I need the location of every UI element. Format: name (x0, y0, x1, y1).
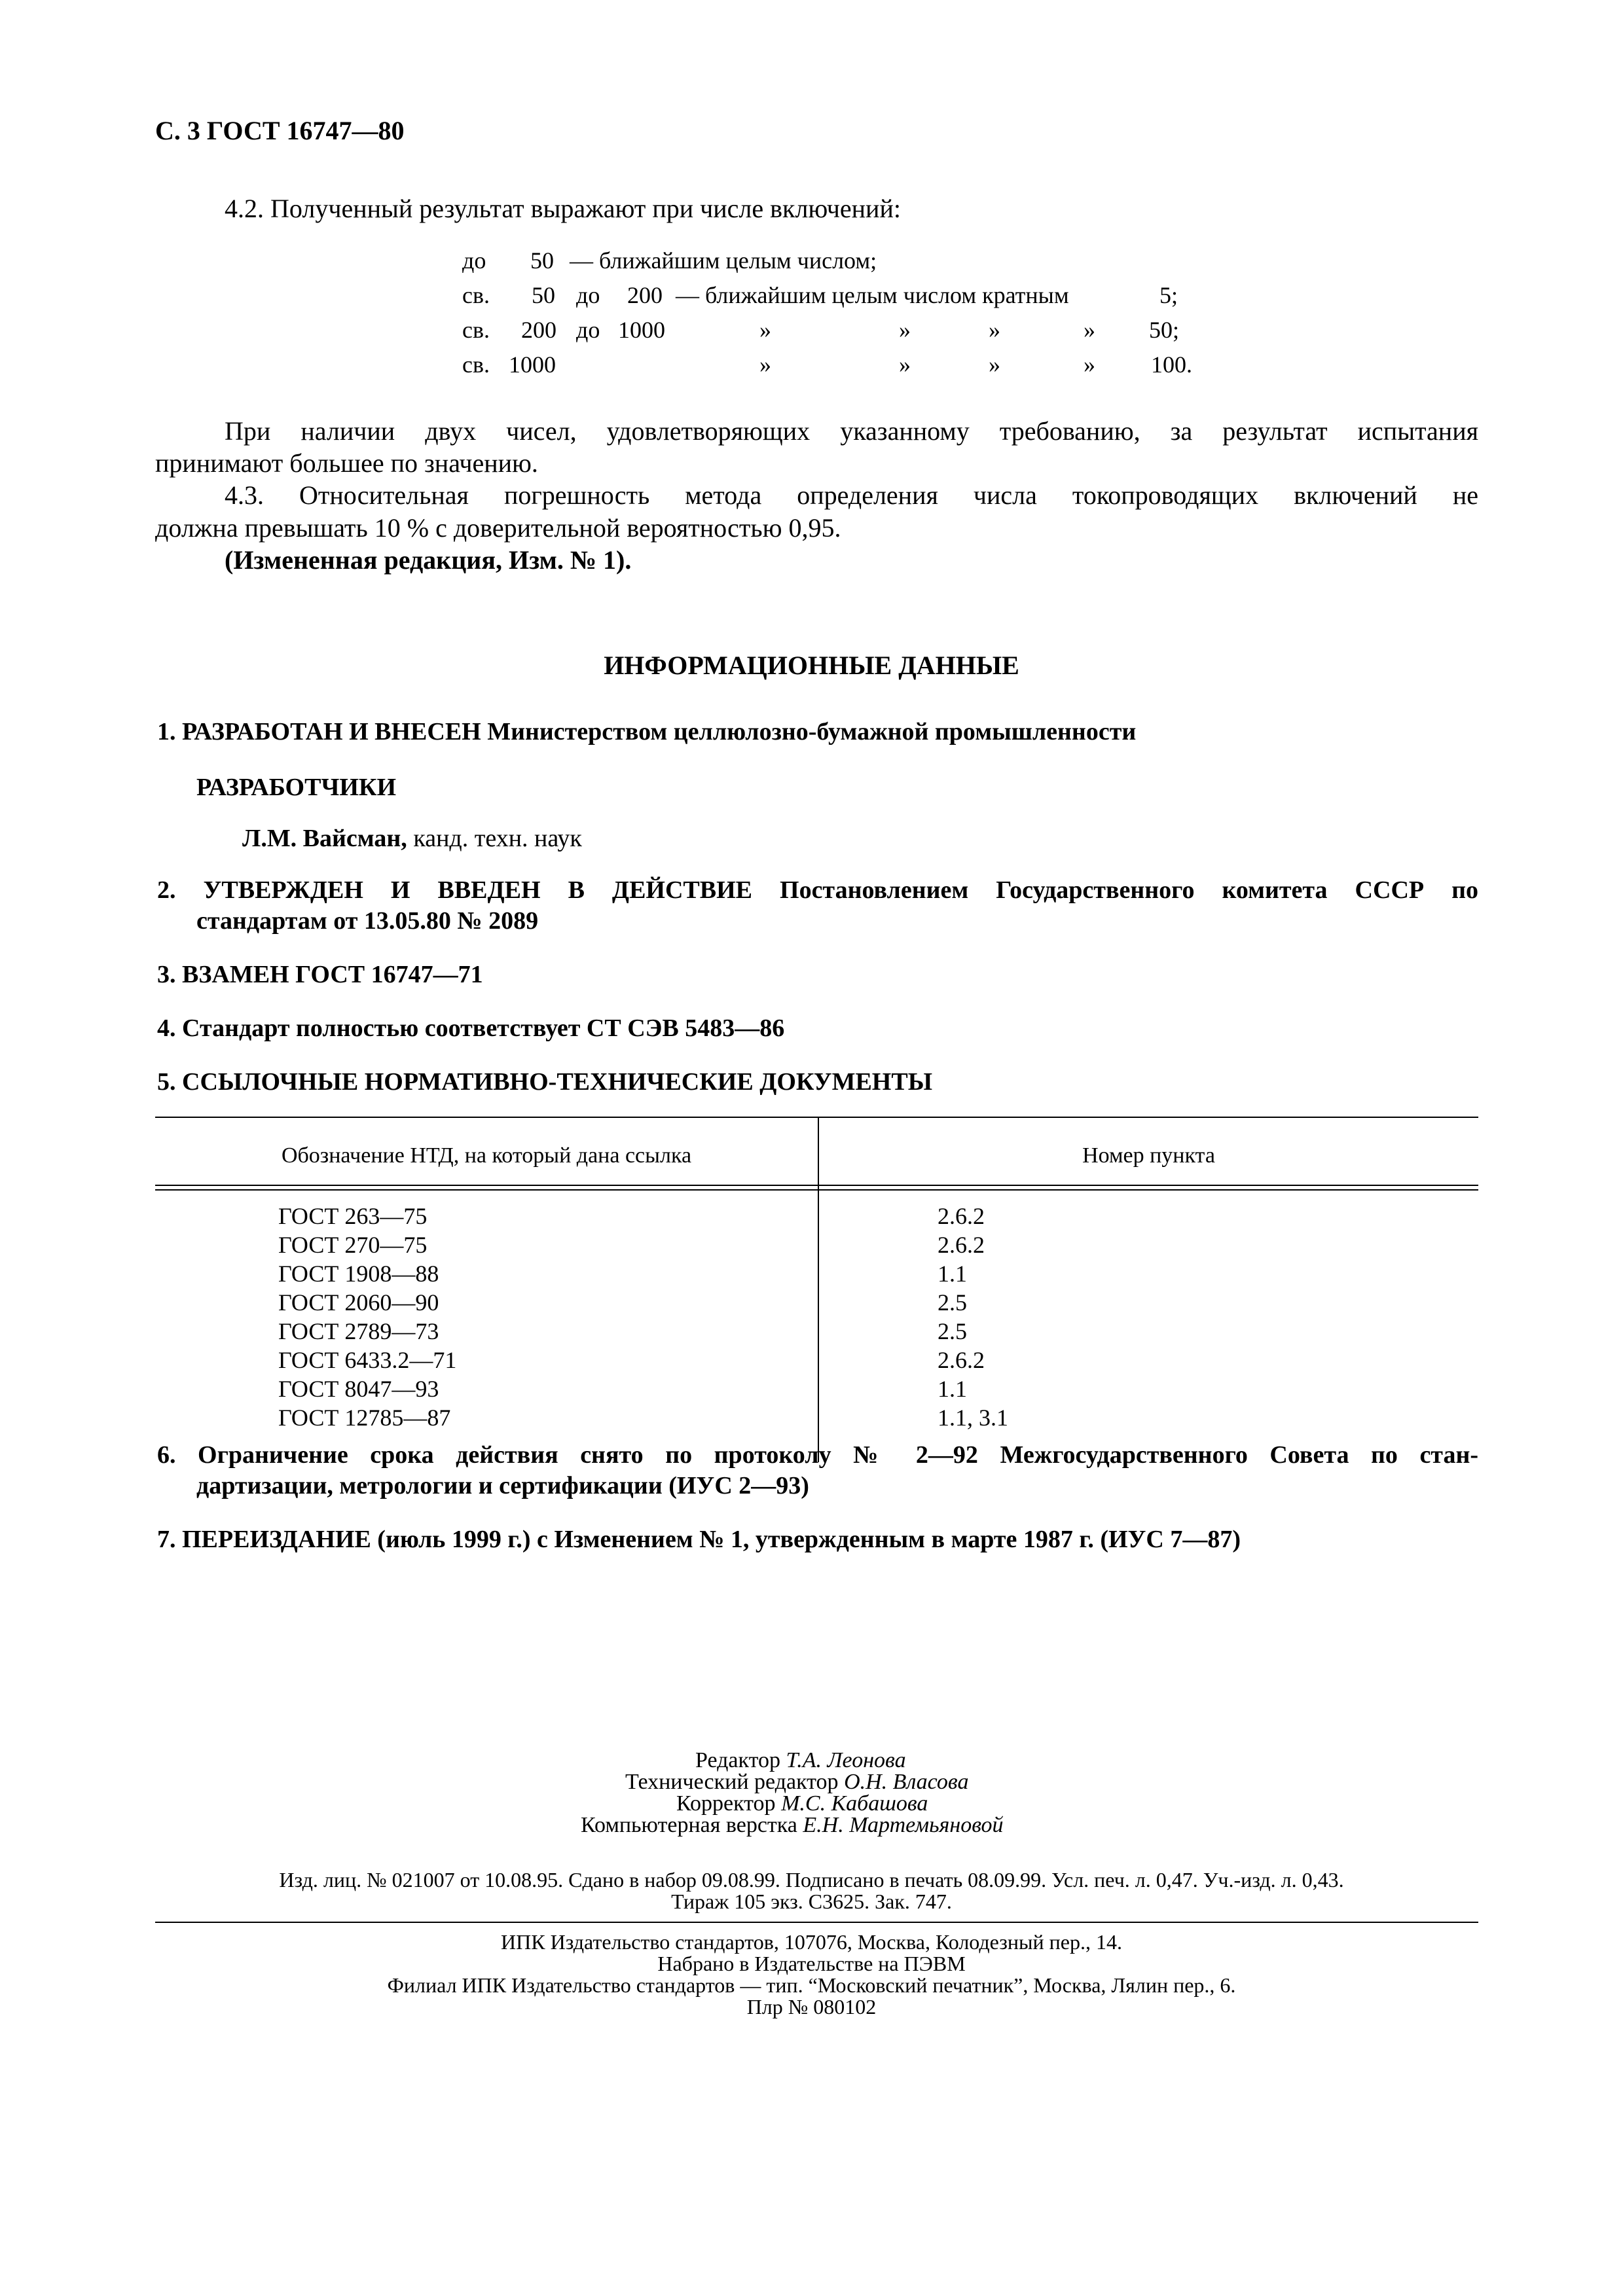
ditto-mark: » (1084, 351, 1095, 378)
credit-name: М.С. Кабашова (781, 1791, 928, 1816)
credit-role: Редактор (695, 1748, 786, 1772)
ditto-mark: » (1084, 317, 1095, 343)
ditto-mark: » (759, 317, 771, 343)
credit-role: Технический редактор (625, 1770, 845, 1794)
developer-name: Л.М. Вайсман, (242, 825, 407, 852)
info-item-4: 4. Стандарт полностью соответствует СТ СЭВ 5483—86 (157, 1014, 785, 1042)
table-cell-clause: 2.6.2 (938, 1347, 985, 1373)
imprint-line: Плр № 080102 (746, 1995, 877, 2018)
ditto-mark: » (899, 317, 911, 343)
developer-title: канд. техн. наук (407, 825, 582, 852)
paragraph-4-2: 4.2. Полученный результат выражают при числе включений: (225, 194, 901, 223)
credit-role: Компьютерная верстка (581, 1813, 803, 1837)
developer-line (242, 823, 582, 853)
rounding-to: 1000 (618, 317, 665, 343)
table-cell-clause: 2.5 (938, 1318, 967, 1344)
table-cell-clause: 1.1 (938, 1261, 967, 1287)
imprint-line: Тираж 105 экз. С3625. Зак. 747. (671, 1890, 952, 1913)
table-header-rule (155, 1185, 1478, 1186)
ditto-mark: » (989, 351, 1000, 378)
page-header: С. 3 ГОСТ 16747—80 (155, 116, 405, 145)
rounding-prefix: до (462, 247, 486, 274)
table-cell-clause: 2.6.2 (938, 1203, 985, 1229)
imprint-line: Набрано в Издательстве на ПЭВМ (657, 1952, 966, 1975)
info-item-2-line1: 2. УТВЕРЖДЕН И ВВЕДЕН В ДЕЙСТВИЕ Постановлением Государственного комитета СССР по (157, 876, 1478, 904)
rounding-prefix: св. (462, 282, 490, 308)
credit-name: Е.Н. Мартемьяновой (803, 1813, 1004, 1837)
table-cell-doc: ГОСТ 1908—88 (278, 1261, 439, 1287)
table-cell-doc: ГОСТ 270—75 (278, 1232, 428, 1258)
table-cell-clause: 1.1 (938, 1376, 967, 1402)
rounding-from: 1000 (509, 351, 556, 378)
table-cell-clause: 1.1, 3.1 (938, 1405, 1008, 1431)
developers-heading: РАЗРАБОТЧИКИ (196, 774, 397, 801)
imprint-line: Изд. лиц. № 021007 от 10.08.95. Сдано в набор 09.08.99. Подписано в печать 08.09.99. Усл. печ. л. 0,47. Уч.-изд. л. 0,43. (279, 1868, 1344, 1892)
info-item-6-line1: 6. Ограничение срока действия снято по протоколу № 2—92 Межгосударственного Совета по стан- (157, 1441, 1478, 1469)
table-cell-doc: ГОСТ 6433.2—71 (278, 1347, 457, 1373)
rounding-multiple: 100. (1151, 351, 1192, 378)
ditto-mark: » (899, 351, 911, 378)
credit-role: Корректор (676, 1791, 782, 1816)
table-cell-doc: ГОСТ 2789—73 (278, 1318, 439, 1344)
rounding-text: — ближайшим целым числом; (570, 247, 877, 274)
table-header-doc: Обозначение НТД, на который дана ссылка (281, 1143, 692, 1168)
info-item-7: 7. ПЕРЕИЗДАНИЕ (июль 1999 г.) с Изменением № 1, утвержденным в марте 1987 г. (ИУС 7—87) (157, 1526, 1241, 1553)
paragraph-4-3-line1: 4.3. Относительная погрешность метода определения числа токопроводящих включений не (225, 480, 1478, 510)
rounding-to: 200 (627, 282, 663, 308)
rounding-from: 200 (521, 317, 556, 343)
table-cell-doc: ГОСТ 12785—87 (278, 1405, 451, 1431)
info-item-3: 3. ВЗАМЕН ГОСТ 16747—71 (157, 961, 483, 988)
rounding-to-word: до (576, 282, 600, 308)
info-item-2-line2: стандартам от 13.05.80 № 2089 (196, 907, 539, 935)
ditto-mark: » (989, 317, 1000, 343)
credit-name: Т.А. Леонова (786, 1748, 906, 1772)
info-item-5: 5. ССЫЛОЧНЫЕ НОРМАТИВНО-ТЕХНИЧЕСКИЕ ДОКУМЕНТЫ (157, 1068, 933, 1096)
rounding-from: 50 (530, 247, 554, 274)
credit-line (581, 1811, 1004, 1839)
table-cell-doc: ГОСТ 263—75 (278, 1203, 428, 1229)
table-top-rule (155, 1117, 1478, 1118)
rounding-text: — ближайшим целым числом кратным (676, 282, 1069, 308)
paragraph-two-numbers-line2: принимают большее по значению. (155, 448, 538, 478)
ditto-mark: » (759, 351, 771, 378)
imprint-line: Филиал ИПК Издательство стандартов — тип. “Московский печатник”, Москва, Лялин пер., 6. (387, 1973, 1236, 1997)
credit-name: О.Н. Власова (844, 1770, 969, 1794)
rounding-prefix: св. (462, 317, 490, 343)
table-cell-doc: ГОСТ 8047—93 (278, 1376, 439, 1402)
imprint-line: ИПК Издательство стандартов, 107076, Москва, Колодезный пер., 14. (501, 1930, 1122, 1954)
table-header-clause: Номер пункта (1082, 1143, 1215, 1168)
table-cell-clause: 2.5 (938, 1289, 967, 1316)
table-cell-doc: ГОСТ 2060—90 (278, 1289, 439, 1316)
info-title: ИНФОРМАЦИОННЫЕ ДАННЫЕ (604, 651, 1019, 680)
rounding-multiple: 50; (1149, 317, 1180, 343)
imprint-rule (155, 1922, 1478, 1923)
rounding-from: 50 (532, 282, 555, 308)
table-header-rule (155, 1189, 1478, 1191)
info-item-1: 1. РАЗРАБОТАН И ВНЕСЕН Министерством целлюлозно-бумажной промышленности (157, 718, 1137, 745)
table-cell-clause: 2.6.2 (938, 1232, 985, 1258)
paragraph-two-numbers-line1: При наличии двух чисел, удовлетворяющих указанному требованию, за результат испытания (225, 416, 1478, 446)
rounding-to-word: до (576, 317, 600, 343)
paragraph-4-3-line2: должна превышать 10 % с доверительной вероятностью 0,95. (155, 513, 841, 543)
rounding-multiple: 5; (1159, 282, 1178, 308)
rounding-prefix: св. (462, 351, 490, 378)
info-item-6-line2: дартизации, метрологии и сертификации (ИУС 2—93) (196, 1472, 809, 1499)
amendment-note: (Измененная редакция, Изм. № 1). (225, 545, 632, 575)
